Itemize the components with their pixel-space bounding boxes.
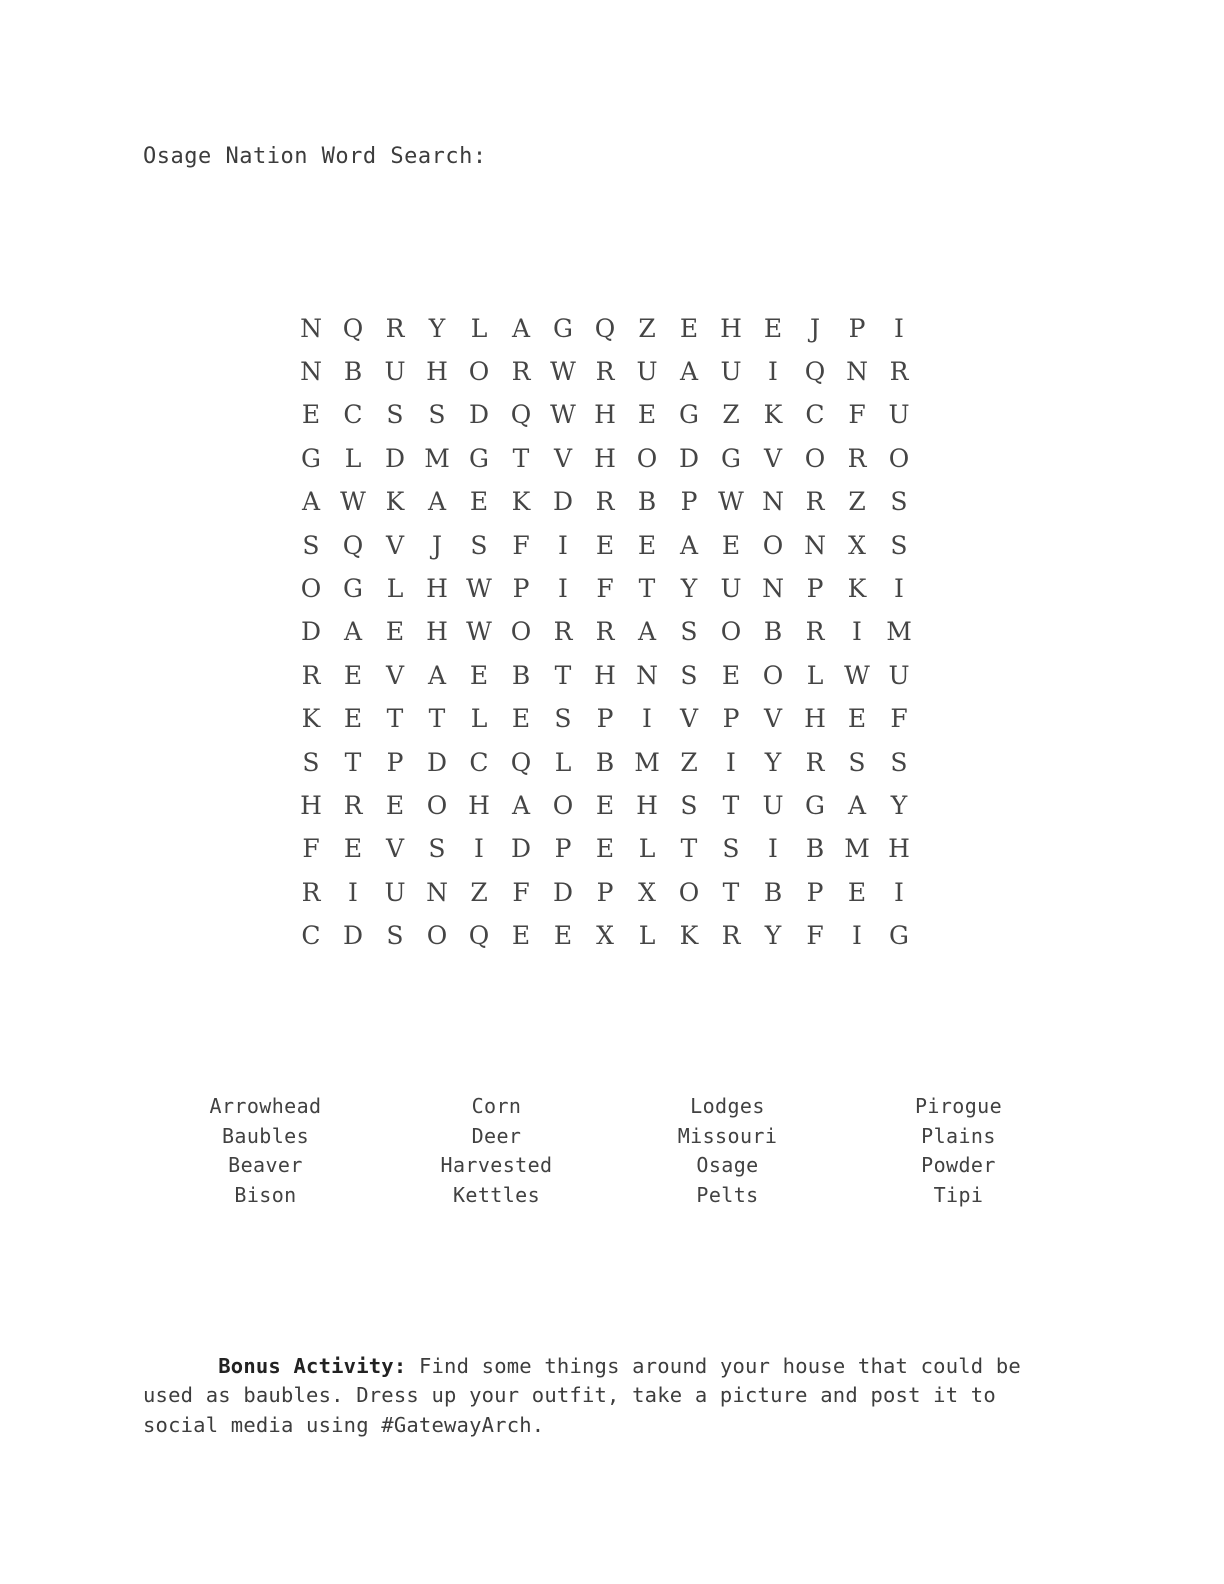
grid-cell[interactable]: H xyxy=(636,790,658,820)
grid-cell[interactable]: P xyxy=(386,747,404,777)
grid-cell[interactable]: K xyxy=(385,487,405,517)
grid-row xyxy=(290,784,920,827)
grid-cell[interactable]: U xyxy=(888,660,910,690)
grid-cell[interactable]: I xyxy=(894,313,904,343)
grid-cell[interactable]: R xyxy=(889,357,909,387)
grid-cell[interactable]: S xyxy=(890,747,908,777)
grid-cell[interactable]: I xyxy=(558,530,568,560)
grid-cell[interactable]: G xyxy=(553,313,573,343)
grid-cell[interactable]: E xyxy=(343,660,363,690)
grid-cell[interactable]: D xyxy=(678,443,700,473)
grid-cell[interactable]: H xyxy=(594,660,616,690)
grid-cell[interactable]: V xyxy=(679,704,699,734)
grid-cell[interactable]: G xyxy=(679,400,699,430)
grid-row xyxy=(290,350,920,393)
grid-cell[interactable]: B xyxy=(343,357,363,387)
grid-cell[interactable]: H xyxy=(888,834,910,864)
grid-cell[interactable]: O xyxy=(510,617,532,647)
grid-cell[interactable]: E xyxy=(469,660,489,690)
grid-cell[interactable]: S xyxy=(680,660,698,690)
grid-cell[interactable]: K xyxy=(847,574,867,604)
grid-cell[interactable]: I xyxy=(894,574,904,604)
word-list-item[interactable]: Osage xyxy=(696,1153,759,1177)
grid-cell[interactable]: E xyxy=(385,617,405,647)
grid-cell[interactable]: C xyxy=(469,747,489,777)
grid-cell[interactable]: K xyxy=(679,921,699,951)
grid-cell[interactable]: B xyxy=(805,834,825,864)
grid-cell[interactable]: W xyxy=(340,487,366,517)
grid-cell[interactable]: G xyxy=(721,443,741,473)
grid-cell[interactable]: O xyxy=(426,790,448,820)
grid-cell[interactable]: I xyxy=(726,747,736,777)
grid-cell[interactable]: X xyxy=(848,530,866,560)
grid-cell[interactable]: N xyxy=(300,313,322,343)
grid-cell[interactable]: Q xyxy=(804,357,826,387)
word-list-column xyxy=(150,1092,381,1210)
grid-cell[interactable]: H xyxy=(720,313,742,343)
grid-cell[interactable]: T xyxy=(554,660,572,690)
grid-row xyxy=(290,481,920,524)
grid-cell[interactable]: M xyxy=(886,617,912,647)
grid-cell[interactable]: S xyxy=(848,747,866,777)
grid-cell[interactable]: O xyxy=(300,574,322,604)
grid-cell[interactable]: Z xyxy=(848,487,866,517)
grid-cell[interactable]: A xyxy=(427,487,447,517)
grid-cell[interactable]: D xyxy=(552,877,574,907)
grid-cell[interactable]: L xyxy=(386,574,404,604)
grid-cell[interactable]: E xyxy=(847,877,867,907)
grid-cell[interactable]: F xyxy=(302,834,320,864)
grid-cell[interactable]: B xyxy=(763,617,783,647)
grid-cell[interactable]: E xyxy=(637,530,657,560)
grid-cell[interactable]: R xyxy=(721,921,741,951)
grid-row xyxy=(290,394,920,437)
grid-cell[interactable]: O xyxy=(762,660,784,690)
grid-cell[interactable]: W xyxy=(550,400,576,430)
grid-cell[interactable]: U xyxy=(720,357,742,387)
grid-cell[interactable]: T xyxy=(680,834,698,864)
grid-cell[interactable]: P xyxy=(680,487,698,517)
grid-cell[interactable]: R xyxy=(301,660,321,690)
grid-cell[interactable]: N xyxy=(762,574,784,604)
grid-cell[interactable]: R xyxy=(595,617,615,647)
grid-cell[interactable]: A xyxy=(511,790,531,820)
grid-cell[interactable]: R xyxy=(805,487,825,517)
grid-cell[interactable]: J xyxy=(431,530,443,560)
grid-cell[interactable]: T xyxy=(722,877,740,907)
grid-cell[interactable]: N xyxy=(804,530,826,560)
grid-row xyxy=(290,307,920,350)
grid-cell[interactable]: N xyxy=(636,660,658,690)
word-list-column xyxy=(381,1092,612,1210)
grid-cell[interactable]: F xyxy=(596,574,614,604)
grid-cell[interactable]: E xyxy=(679,313,699,343)
grid-cell[interactable]: A xyxy=(637,617,657,647)
grid-cell[interactable]: L xyxy=(554,747,572,777)
grid-cell[interactable]: S xyxy=(680,790,698,820)
grid-row xyxy=(290,698,920,741)
grid-cell[interactable]: M xyxy=(424,443,450,473)
grid-cell[interactable]: P xyxy=(596,704,614,734)
grid-cell[interactable]: O xyxy=(552,790,574,820)
grid-cell[interactable]: W xyxy=(466,617,492,647)
grid-cell[interactable]: T xyxy=(344,747,362,777)
grid-cell[interactable]: R xyxy=(301,877,321,907)
grid-cell[interactable]: E xyxy=(301,400,321,430)
grid-cell[interactable]: V xyxy=(385,834,405,864)
grid-cell[interactable]: H xyxy=(594,400,616,430)
bonus-activity-label: Bonus Activity: xyxy=(218,1353,407,1378)
grid-cell[interactable]: D xyxy=(510,834,532,864)
grid-cell[interactable]: A xyxy=(679,357,699,387)
grid-cell[interactable]: R xyxy=(805,617,825,647)
grid-cell[interactable]: E xyxy=(637,400,657,430)
grid-cell[interactable]: G xyxy=(889,921,909,951)
grid-cell[interactable]: P xyxy=(722,704,740,734)
grid-cell[interactable]: D xyxy=(426,747,448,777)
grid-cell[interactable]: I xyxy=(558,574,568,604)
grid-cell[interactable]: H xyxy=(426,617,448,647)
grid-cell[interactable]: Y xyxy=(890,790,908,820)
grid-cell[interactable]: N xyxy=(300,357,322,387)
grid-cell[interactable]: F xyxy=(890,704,908,734)
grid-cell[interactable]: S xyxy=(386,921,404,951)
grid-cell[interactable]: H xyxy=(300,790,322,820)
grid-cell[interactable]: G xyxy=(805,790,825,820)
grid-cell[interactable]: E xyxy=(469,487,489,517)
grid-cell[interactable]: Z xyxy=(638,313,656,343)
grid-cell[interactable]: W xyxy=(718,487,744,517)
grid-cell[interactable]: E xyxy=(721,530,741,560)
grid-cell[interactable]: P xyxy=(512,574,530,604)
grid-cell[interactable]: Q xyxy=(342,530,364,560)
word-list-item[interactable]: Corn xyxy=(471,1094,522,1118)
grid-cell[interactable]: O xyxy=(636,443,658,473)
grid-cell[interactable]: T xyxy=(428,704,446,734)
page-title: Osage Nation Word Search: xyxy=(143,144,487,169)
word-list-item[interactable]: Deer xyxy=(471,1123,522,1148)
grid-cell[interactable]: M xyxy=(844,834,870,864)
grid-cell[interactable]: W xyxy=(550,357,576,387)
grid-cell[interactable]: E xyxy=(385,790,405,820)
grid-cell[interactable]: D xyxy=(384,443,406,473)
grid-cell[interactable]: H xyxy=(468,790,490,820)
grid-cell[interactable]: U xyxy=(384,877,406,907)
grid-cell[interactable]: I xyxy=(894,877,904,907)
grid-row xyxy=(290,741,920,784)
grid-cell[interactable]: A xyxy=(679,530,699,560)
grid-cell[interactable]: R xyxy=(805,747,825,777)
grid-cell[interactable]: V xyxy=(385,660,405,690)
grid-row xyxy=(290,871,920,914)
grid-cell[interactable]: B xyxy=(511,660,531,690)
grid-cell[interactable]: U xyxy=(888,400,910,430)
grid-cell[interactable]: S xyxy=(890,530,908,560)
grid-cell[interactable]: O xyxy=(804,443,826,473)
grid-cell[interactable]: V xyxy=(763,443,783,473)
grid-cell[interactable]: R xyxy=(343,790,363,820)
word-list-item[interactable]: Kettles xyxy=(452,1182,541,1207)
grid-cell[interactable]: S xyxy=(890,487,908,517)
grid-cell[interactable]: G xyxy=(343,574,363,604)
grid-cell[interactable]: V xyxy=(385,530,405,560)
grid-cell[interactable]: L xyxy=(638,834,656,864)
grid-cell[interactable]: E xyxy=(595,834,615,864)
grid-cell[interactable]: W xyxy=(466,574,492,604)
grid-cell[interactable]: R xyxy=(595,487,615,517)
grid-cell[interactable]: E xyxy=(553,921,573,951)
word-list-column xyxy=(612,1092,843,1210)
bonus-activity-text: Find some things around your house that could be used as baubles. Dress up your outfit, take a picture and post it to social media using #GatewayArch. xyxy=(143,1353,1034,1437)
grid-cell[interactable]: Q xyxy=(510,400,532,430)
grid-cell[interactable]: D xyxy=(342,921,364,951)
grid-cell[interactable]: F xyxy=(512,877,530,907)
grid-cell[interactable]: L xyxy=(470,704,488,734)
grid-cell[interactable]: R xyxy=(385,313,405,343)
grid-cell[interactable]: E xyxy=(721,660,741,690)
grid-cell[interactable]: T xyxy=(512,443,530,473)
grid-cell[interactable]: R xyxy=(553,617,573,647)
grid-cell[interactable]: A xyxy=(343,617,363,647)
grid-cell[interactable]: U xyxy=(636,357,658,387)
grid-cell[interactable]: E xyxy=(847,704,867,734)
grid-cell[interactable]: T xyxy=(638,574,656,604)
grid-cell[interactable]: Q xyxy=(594,313,616,343)
grid-cell[interactable]: E xyxy=(595,530,615,560)
grid-row xyxy=(290,828,920,871)
grid-cell[interactable]: I xyxy=(642,704,652,734)
grid-cell[interactable]: F xyxy=(848,400,866,430)
grid-cell[interactable]: E xyxy=(511,921,531,951)
grid-cell[interactable]: T xyxy=(386,704,404,734)
grid-cell[interactable]: J xyxy=(809,313,821,343)
grid-row xyxy=(290,567,920,610)
grid-cell[interactable]: I xyxy=(768,834,778,864)
grid-cell[interactable]: N xyxy=(426,877,448,907)
grid-cell[interactable]: L xyxy=(638,921,656,951)
grid-cell[interactable]: S xyxy=(722,834,740,864)
grid-cell[interactable]: O xyxy=(678,877,700,907)
grid-cell[interactable]: N xyxy=(846,357,868,387)
grid-cell[interactable]: S xyxy=(470,530,488,560)
grid-cell[interactable]: I xyxy=(852,921,862,951)
bonus-activity xyxy=(143,1322,1078,1470)
grid-cell[interactable]: N xyxy=(762,487,784,517)
grid-cell[interactable]: A xyxy=(427,660,447,690)
grid-cell[interactable]: H xyxy=(426,357,448,387)
grid-cell[interactable]: D xyxy=(552,487,574,517)
grid-cell[interactable]: O xyxy=(762,530,784,560)
grid-cell[interactable]: H xyxy=(594,443,616,473)
word-list-item[interactable]: Beaver xyxy=(228,1153,303,1177)
grid-cell[interactable]: W xyxy=(844,660,870,690)
grid-cell[interactable]: A xyxy=(847,790,867,820)
grid-row xyxy=(290,914,920,957)
grid-cell[interactable]: Q xyxy=(342,313,364,343)
word-list-item[interactable]: Plains xyxy=(921,1123,996,1148)
grid-cell[interactable]: E xyxy=(511,704,531,734)
grid-cell[interactable]: S xyxy=(302,747,320,777)
grid-cell[interactable]: R xyxy=(847,443,867,473)
grid-cell[interactable]: P xyxy=(806,877,824,907)
grid-cell[interactable]: E xyxy=(595,790,615,820)
grid-cell[interactable]: L xyxy=(806,660,824,690)
grid-cell[interactable]: M xyxy=(634,747,660,777)
grid-cell[interactable]: L xyxy=(344,443,362,473)
word-list-item[interactable]: Lodges xyxy=(690,1094,765,1118)
grid-cell[interactable]: V xyxy=(763,704,783,734)
grid-cell[interactable]: B xyxy=(763,877,783,907)
grid-cell[interactable]: X xyxy=(638,877,656,907)
grid-cell[interactable]: B xyxy=(595,747,615,777)
grid-cell[interactable]: K xyxy=(763,400,783,430)
grid-cell[interactable]: S xyxy=(554,704,572,734)
word-search-grid[interactable] xyxy=(290,307,920,958)
grid-cell[interactable]: V xyxy=(553,443,573,473)
grid-cell[interactable]: D xyxy=(468,400,490,430)
grid-cell[interactable]: Y xyxy=(764,921,782,951)
grid-row xyxy=(290,654,920,697)
grid-cell[interactable]: K xyxy=(301,704,321,734)
grid-cell[interactable]: O xyxy=(888,443,910,473)
word-list xyxy=(150,1092,1074,1210)
word-list-item[interactable]: Arrowhead xyxy=(209,1094,322,1118)
grid-cell[interactable]: Q xyxy=(468,921,490,951)
grid-cell[interactable]: F xyxy=(806,921,824,951)
word-list-item[interactable]: Baubles xyxy=(221,1123,310,1148)
grid-cell[interactable]: D xyxy=(300,617,322,647)
grid-cell[interactable]: S xyxy=(680,617,698,647)
grid-cell[interactable]: R xyxy=(511,357,531,387)
grid-cell[interactable]: P xyxy=(848,313,866,343)
grid-cell[interactable]: U xyxy=(384,357,406,387)
grid-cell[interactable]: I xyxy=(474,834,484,864)
grid-cell[interactable]: A xyxy=(301,487,321,517)
grid-cell[interactable]: C xyxy=(805,400,825,430)
grid-row xyxy=(290,437,920,480)
grid-cell[interactable]: G xyxy=(301,443,321,473)
grid-cell[interactable]: U xyxy=(720,574,742,604)
grid-cell[interactable]: S xyxy=(386,400,404,430)
grid-cell[interactable]: S xyxy=(302,530,320,560)
grid-cell[interactable]: O xyxy=(426,921,448,951)
grid-cell[interactable]: P xyxy=(554,834,572,864)
grid-cell[interactable]: K xyxy=(511,487,531,517)
grid-cell[interactable]: C xyxy=(343,400,363,430)
grid-cell[interactable]: P xyxy=(806,574,824,604)
grid-cell[interactable]: U xyxy=(762,790,784,820)
grid-cell[interactable]: Z xyxy=(680,747,698,777)
grid-cell[interactable]: S xyxy=(428,400,446,430)
grid-cell[interactable]: F xyxy=(512,530,530,560)
grid-cell[interactable]: X xyxy=(596,921,614,951)
grid-cell[interactable]: H xyxy=(426,574,448,604)
grid-cell[interactable]: Z xyxy=(722,400,740,430)
grid-cell[interactable]: I xyxy=(348,877,358,907)
grid-cell[interactable]: G xyxy=(469,443,489,473)
word-list-item[interactable]: Pelts xyxy=(696,1182,759,1207)
grid-cell[interactable]: Y xyxy=(680,574,698,604)
word-list-item[interactable]: Pirogue xyxy=(914,1094,1003,1118)
word-list-item[interactable]: Harvested xyxy=(440,1153,553,1177)
grid-cell[interactable]: A xyxy=(511,313,531,343)
word-list-item[interactable]: Bison xyxy=(234,1182,297,1207)
word-list-column xyxy=(843,1092,1074,1210)
grid-row xyxy=(290,611,920,654)
grid-cell[interactable]: E xyxy=(343,704,363,734)
grid-cell[interactable]: Y xyxy=(428,313,446,343)
grid-cell[interactable]: R xyxy=(595,357,615,387)
grid-cell[interactable]: H xyxy=(804,704,826,734)
grid-cell[interactable]: S xyxy=(428,834,446,864)
grid-cell[interactable]: P xyxy=(596,877,614,907)
grid-cell[interactable]: Y xyxy=(764,747,782,777)
grid-row xyxy=(290,524,920,567)
grid-cell[interactable]: T xyxy=(722,790,740,820)
grid-cell[interactable]: O xyxy=(720,617,742,647)
grid-cell[interactable]: E xyxy=(763,313,783,343)
grid-cell[interactable]: Z xyxy=(470,877,488,907)
grid-cell[interactable]: L xyxy=(470,313,488,343)
grid-cell[interactable]: O xyxy=(468,357,490,387)
word-list-item[interactable]: Tipi xyxy=(933,1182,984,1207)
grid-cell[interactable]: I xyxy=(768,357,778,387)
grid-cell[interactable]: C xyxy=(301,921,321,951)
grid-cell[interactable]: I xyxy=(852,617,862,647)
word-list-item[interactable]: Missouri xyxy=(677,1123,778,1148)
grid-cell[interactable]: E xyxy=(343,834,363,864)
grid-cell[interactable]: Q xyxy=(510,747,532,777)
grid-cell[interactable]: B xyxy=(637,487,657,517)
word-list-item[interactable]: Powder xyxy=(921,1153,996,1177)
